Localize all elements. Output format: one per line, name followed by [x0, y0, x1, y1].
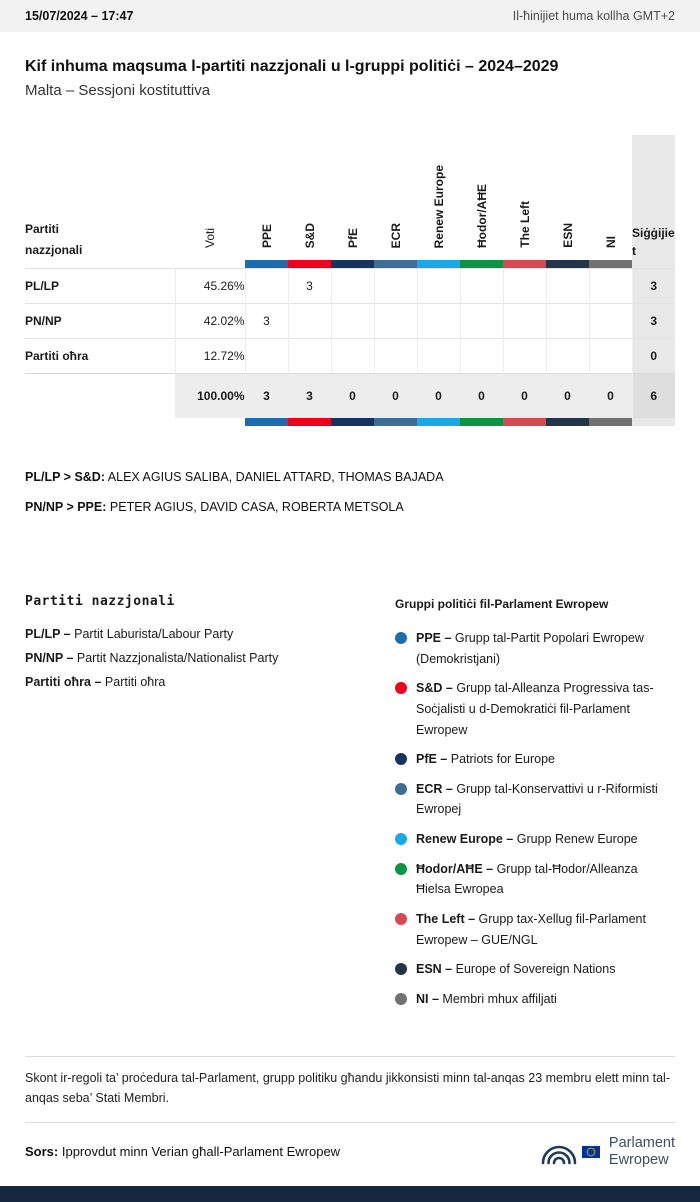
table-row: [25, 338, 675, 373]
mapping-label: PN/NP > PPE:: [25, 500, 107, 514]
legend-group-item: [395, 779, 675, 820]
group-seats-cell: [589, 268, 632, 303]
group-color-dot: [395, 632, 407, 644]
results-table: [25, 135, 675, 426]
group-full-name: Grupp tal-Konservattivi u r-Riformisti Ewropej: [416, 781, 658, 817]
band-seats-spacer: [632, 418, 675, 426]
group-color-band: [417, 260, 460, 268]
total-votes-cell: 100.00%: [175, 373, 245, 418]
table-row: [25, 303, 675, 338]
group-color-dot: [395, 913, 407, 925]
legend-group-item: [395, 859, 675, 900]
group-full-name: Grupp tax-Xellug fil-Parlament Ewropew – GUE/NGL: [416, 911, 646, 947]
party-name-cell: PN/NP: [25, 303, 175, 338]
legend-national-parties: [25, 594, 395, 1018]
group-color-band-row: [25, 260, 675, 268]
party-full-name: Partit Nazzjonalista/Nationalist Party: [76, 651, 279, 665]
party-abbr: PN/NP –: [25, 651, 74, 665]
group-seats-cell: [374, 303, 417, 338]
band-seats-spacer: [632, 260, 675, 268]
column-header-group: ESN: [560, 223, 575, 248]
group-seats-cell: [331, 338, 374, 373]
group-color-band-row: [25, 418, 675, 426]
column-header-votes: Voti: [203, 227, 217, 248]
group-color-band: [288, 418, 331, 426]
party-full-name: Partit Laburista/Labour Party: [74, 627, 234, 641]
column-header-group: Ħodor/AĦE: [474, 184, 489, 248]
group-full-name: Patriots for Europe: [450, 752, 555, 767]
group-seats-cell: 0: [331, 373, 374, 418]
group-seats-cell: 0: [589, 373, 632, 418]
group-abbr: PPE –: [416, 631, 452, 645]
group-seats-cell: 0: [503, 373, 546, 418]
group-abbr: Renew Europe –: [416, 832, 514, 846]
group-seats-cell: [374, 268, 417, 303]
logo-line-2: Ewropew: [608, 1151, 669, 1168]
band-spacer: [25, 260, 175, 268]
group-color-dot: [395, 993, 407, 1005]
page-title: Kif inhuma maqsuma l-partiti nazzjonali u l-gruppi politiċi – 2024–2029: [25, 58, 559, 75]
party-abbr: Partiti oħra –: [25, 675, 102, 689]
column-header-party: Partiti nazzjonali: [25, 222, 83, 257]
group-color-dot: [395, 863, 407, 875]
group-seats-cell: [417, 303, 460, 338]
source-label: Sors:: [25, 1144, 59, 1160]
group-color-band: [589, 260, 632, 268]
group-seats-cell: [503, 268, 546, 303]
group-color-band: [460, 260, 503, 268]
group-seats-cell: [546, 268, 589, 303]
legend-group-item: [395, 749, 675, 770]
logo-wordmark: [609, 1135, 675, 1168]
legend-party-item: [25, 651, 395, 665]
legend-group-item: [395, 989, 675, 1010]
group-seats-cell: [589, 303, 632, 338]
group-seats-cell: 0: [460, 373, 503, 418]
party-name-cell: PL/LP: [25, 268, 175, 303]
timezone-note: Il-ħinijiet huma kollha GMT+2: [512, 9, 675, 23]
column-header-group: The Left: [517, 201, 532, 248]
band-spacer: [175, 260, 245, 268]
legend-groups-title: Gruppi politiċi fil-Parlament Ewropew: [395, 597, 609, 611]
party-group-mappings: [25, 470, 675, 514]
band-spacer: [25, 418, 175, 426]
mapping-line: [25, 470, 675, 484]
total-row-spacer: [25, 373, 175, 418]
mapping-label: PL/LP > S&D:: [25, 470, 105, 484]
group-seats-cell: 3: [288, 268, 331, 303]
group-full-name: Europe of Sovereign Nations: [455, 962, 616, 977]
group-seats-cell: [331, 303, 374, 338]
column-header-group: S&D: [302, 222, 317, 248]
legend-political-groups: [395, 594, 675, 1018]
datetime-label: 15/07/2024 – 17:47: [25, 9, 134, 23]
group-abbr: ESN –: [416, 962, 453, 977]
group-color-band: [331, 418, 374, 426]
mapping-names: ALEX AGIUS SALIBA, DANIEL ATTARD, THOMAS BAJADA: [107, 470, 444, 484]
group-color-band: [546, 418, 589, 426]
group-seats-cell: 0: [417, 373, 460, 418]
total-seats-cell: 3: [632, 268, 675, 303]
procedure-footnote: Skont ir-regoli ta’ proċedura tal-Parlament, grupp politiku għandu jikkonsisti minn tal-anqas 23 membru elett minn tal-anqas seba’ Stati Membri.: [25, 1056, 675, 1122]
bottom-navy-bar: [0, 1186, 700, 1202]
mapping-line: [25, 500, 675, 514]
group-abbr: NI –: [416, 991, 439, 1006]
group-seats-cell: [288, 303, 331, 338]
group-full-name: Grupp tal-Alleanza Progressiva tas-Soċjalisti u d-Demokratiċi fil-Parlament Ewropew: [416, 681, 654, 737]
group-full-name: Grupp Renew Europe: [516, 832, 638, 846]
group-seats-cell: 0: [546, 373, 589, 418]
group-color-band: [288, 260, 331, 268]
source-value: Ipprovdut minn Verian għall-Parlament Ewropew: [61, 1144, 341, 1160]
group-seats-cell: [460, 338, 503, 373]
legend-parties-title: Partiti nazzjonali: [25, 594, 175, 609]
source-text: [25, 1144, 340, 1159]
group-seats-cell: [546, 338, 589, 373]
group-seats-cell: [460, 303, 503, 338]
group-color-band: [417, 418, 460, 426]
mapping-names: PETER AGIUS, DAVID CASA, ROBERTA METSOLA: [109, 500, 404, 514]
legend-group-item: [395, 628, 675, 669]
legend-group-item: [395, 678, 675, 740]
group-abbr: Ħodor/AĦE –: [416, 861, 494, 876]
table-header-row: [25, 135, 675, 260]
group-color-band: [589, 418, 632, 426]
group-seats-cell: [417, 268, 460, 303]
group-seats-cell: 0: [374, 373, 417, 418]
grand-total-seats-cell: 6: [632, 373, 675, 418]
logo-line-1: Parlament: [608, 1135, 675, 1152]
group-abbr: PfE –: [416, 752, 448, 767]
column-header-group: NI: [603, 236, 618, 248]
votes-cell: 12.72%: [175, 338, 245, 373]
group-seats-cell: [460, 268, 503, 303]
total-seats-cell: 0: [632, 338, 675, 373]
group-seats-cell: [245, 268, 288, 303]
group-seats-cell: [546, 303, 589, 338]
group-abbr: S&D –: [416, 681, 453, 696]
group-color-dot: [395, 963, 407, 975]
source-row: [25, 1122, 675, 1184]
group-color-band: [331, 260, 374, 268]
party-name-cell: Partiti oħra: [25, 338, 175, 373]
group-color-dot: [395, 833, 407, 845]
table-total-row: [25, 373, 675, 418]
page-content: [0, 58, 700, 1184]
group-abbr: ECR –: [416, 781, 453, 796]
group-seats-cell: [245, 338, 288, 373]
legend-group-item: [395, 959, 675, 980]
legend-group-item: [395, 909, 675, 950]
group-color-band: [374, 418, 417, 426]
top-bar: [0, 0, 700, 32]
european-parliament-logo[interactable]: [539, 1135, 675, 1168]
group-color-band: [245, 260, 288, 268]
group-color-dot: [395, 783, 407, 795]
group-color-band: [460, 418, 503, 426]
table-row: [25, 268, 675, 303]
group-color-band: [546, 260, 589, 268]
group-full-name: Grupp tal-Partit Popolari Ewropew (Demokristjani): [416, 631, 644, 666]
group-seats-cell: [288, 338, 331, 373]
group-color-dot: [395, 682, 407, 694]
group-color-band: [245, 418, 288, 426]
legend-party-item: [25, 675, 395, 689]
group-seats-cell: 3: [245, 303, 288, 338]
column-header-group: Renew Europe: [431, 164, 446, 248]
page-subtitle: Malta – Sessjoni kostituttiva: [25, 82, 211, 99]
legend-party-item: [25, 627, 395, 641]
group-seats-cell: 3: [245, 373, 288, 418]
group-seats-cell: [503, 303, 546, 338]
group-seats-cell: [503, 338, 546, 373]
legend-section: [25, 594, 675, 1018]
group-full-name: Membri mhux affiljati: [442, 991, 557, 1006]
hemicycle-logo-icon: [539, 1138, 600, 1165]
band-spacer: [175, 418, 245, 426]
group-seats-cell: [589, 338, 632, 373]
group-color-band: [503, 418, 546, 426]
column-header-group: PPE: [259, 223, 274, 248]
group-color-band: [374, 260, 417, 268]
column-header-group: PfE: [345, 227, 360, 248]
column-header-seats: Siġġijiet: [632, 135, 675, 260]
column-header-group: ECR: [388, 222, 403, 248]
group-seats-cell: [331, 268, 374, 303]
group-seats-cell: 3: [288, 373, 331, 418]
group-seats-cell: [417, 338, 460, 373]
legend-group-item: [395, 829, 675, 850]
eu-flag-icon: [582, 1145, 600, 1163]
total-seats-cell: 3: [632, 303, 675, 338]
group-color-dot: [395, 753, 407, 765]
group-seats-cell: [374, 338, 417, 373]
group-abbr: The Left –: [416, 911, 476, 926]
group-full-name: Grupp tal-Ħodor/Alleanza Ħielsa Ewropea: [416, 861, 638, 897]
group-color-band: [503, 260, 546, 268]
party-abbr: PL/LP –: [25, 627, 71, 641]
party-full-name: Partiti oħra: [104, 675, 166, 689]
votes-cell: 42.02%: [175, 303, 245, 338]
votes-cell: 45.26%: [175, 268, 245, 303]
